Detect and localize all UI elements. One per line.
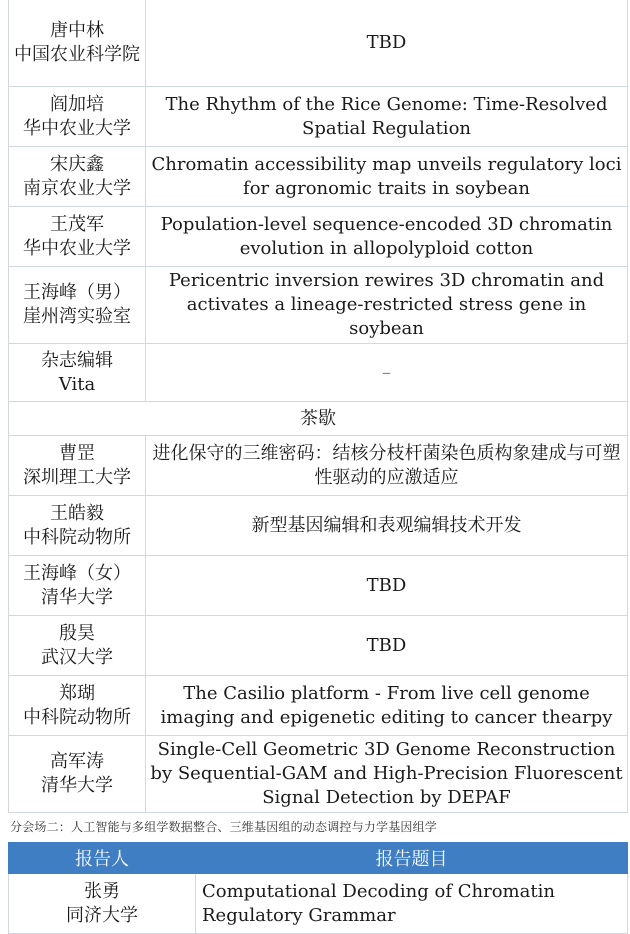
speaker-org: 深圳理工大学 — [23, 466, 131, 488]
speaker-cell — [9, 676, 146, 736]
speaker-name: 殷昊 — [59, 622, 95, 644]
speaker-name: 阎加培 — [50, 93, 104, 115]
topic-cell: 新型基因编辑和表观编辑技术开发 — [146, 496, 628, 556]
table-row — [9, 676, 628, 736]
table-row — [9, 344, 628, 402]
topic-cell: TBD — [146, 0, 628, 87]
speaker-org: Vita — [58, 373, 96, 395]
table-row — [9, 87, 628, 147]
table-row — [9, 267, 628, 344]
speaker-org: 清华大学 — [41, 775, 113, 796]
speaker-name: 张勇 — [84, 880, 120, 902]
topic-cell: Computational Decoding of Chromatin Regulatory Grammar — [196, 874, 628, 934]
header-topic: 报告题目 — [196, 843, 628, 874]
session2-caption: 分会场二：人工智能与多组学数据整合、三维基因组的动态调控与力学基因组学 — [10, 820, 438, 834]
table-header-row — [9, 843, 628, 874]
topic-cell: The Rhythm of the Rice Genome: Time-Resolved Spatial Regulation — [146, 87, 628, 147]
speaker-cell — [9, 207, 146, 267]
speaker-org: 同济大学 — [66, 904, 138, 926]
speaker-name: 郑瑚 — [59, 682, 95, 704]
break-row — [9, 402, 628, 436]
speaker-name: 唐中林 — [50, 19, 104, 41]
speaker-cell — [9, 0, 146, 87]
speaker-name: 王皓毅 — [50, 502, 104, 524]
speaker-cell — [9, 556, 146, 616]
speaker-org: 华中农业大学 — [23, 117, 131, 139]
session1-agenda-table — [8, 0, 628, 813]
speaker-name: 王茂军 — [50, 213, 104, 235]
table-row — [9, 556, 628, 616]
topic-cell: Population-level sequence-encoded 3D chromatin evolution in allopolyploid cotton — [146, 207, 628, 267]
speaker-cell — [9, 87, 146, 147]
topic-cell: The Casilio platform - From live cell genome imaging and epigenetic editing to cancer thearpy — [146, 676, 628, 736]
speaker-cell — [9, 147, 146, 207]
speaker-cell — [9, 874, 196, 934]
speaker-org: 崖州湾实验室 — [23, 306, 131, 327]
topic-cell: Chromatin accessibility map unveils regulatory loci for agronomic traits in soybean — [146, 147, 628, 207]
topic-cell: Pericentric inversion rewires 3D chromatin and activates a lineage-restricted stress gene in soybean — [146, 267, 628, 344]
speaker-org: 武汉大学 — [41, 646, 113, 668]
table-row — [9, 436, 628, 496]
speaker-org: 南京农业大学 — [23, 177, 131, 199]
speaker-cell — [9, 616, 146, 676]
speaker-name: 王海峰（男） — [23, 282, 131, 303]
table-row — [9, 874, 628, 934]
topic-cell: Single-Cell Geometric 3D Genome Reconstruction by Sequential-GAM and High-Precision Fluorescent Signal Detection by DEPAF — [146, 736, 628, 813]
speaker-org: 中科院动物所 — [23, 706, 131, 728]
speaker-name: 王海峰（女） — [23, 562, 131, 584]
topic-cell: TBD — [146, 616, 628, 676]
topic-cell: 进化保守的三维密码：结核分枝杆菌染色质构象建成与可塑性驱动的应激适应 — [146, 436, 628, 496]
table-row — [9, 0, 628, 87]
table-row — [9, 496, 628, 556]
speaker-cell — [9, 267, 146, 344]
table-row — [9, 207, 628, 267]
speaker-org: 中国农业科学院 — [14, 43, 140, 65]
speaker-name: 杂志编辑 — [41, 349, 113, 371]
break-label: 茶歇 — [9, 402, 628, 436]
topic-cell: TBD — [146, 556, 628, 616]
speaker-org: 清华大学 — [41, 586, 113, 608]
table-row — [9, 736, 628, 813]
speaker-org: 华中农业大学 — [23, 237, 131, 259]
speaker-name: 宋庆鑫 — [50, 153, 104, 175]
speaker-name: 高军涛 — [50, 751, 104, 772]
speaker-cell — [9, 344, 146, 402]
session2-agenda-table — [8, 842, 628, 934]
speaker-cell — [9, 496, 146, 556]
header-speaker: 报告人 — [9, 843, 196, 874]
table-row — [9, 616, 628, 676]
table-row — [9, 147, 628, 207]
speaker-org: 中科院动物所 — [23, 526, 131, 548]
speaker-cell — [9, 436, 146, 496]
speaker-name: 曹罡 — [59, 442, 95, 464]
speaker-cell — [9, 736, 146, 813]
topic-cell: – — [146, 344, 628, 402]
